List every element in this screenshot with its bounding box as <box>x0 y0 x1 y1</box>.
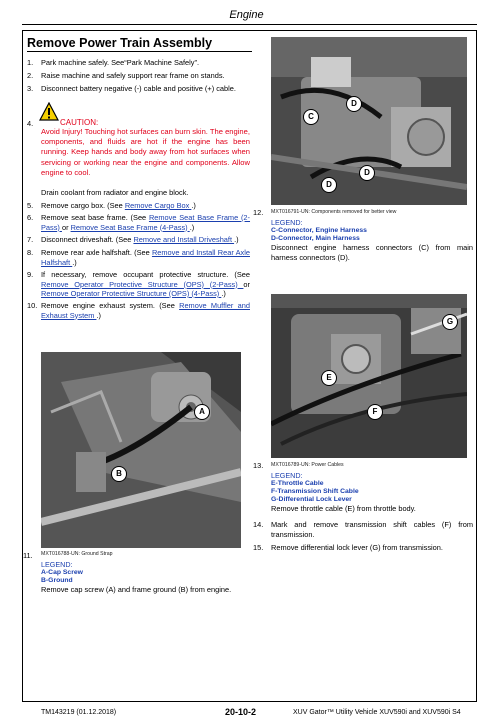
step-text: Remove cargo box. (See <box>41 201 125 210</box>
legend-item-d: D-Connector, Main Harness <box>271 235 360 242</box>
step-text: Disconnect battery negative (-) cable and positive (+) cable. <box>41 84 236 93</box>
figure-11-caption: MXT016788-UN: Ground Strap <box>41 551 113 557</box>
step-text: Remove seat base frame. (See <box>41 213 149 222</box>
step-number: 9. <box>27 270 34 279</box>
legend-item-e: E-Throttle Cable <box>271 480 324 487</box>
step-text: Disconnect driveshaft. (See <box>41 235 134 244</box>
step-13-text: Remove throttle cable (E) from throttle body. <box>271 504 416 513</box>
step-number: 3. <box>27 84 34 93</box>
left-column <box>27 58 250 358</box>
step-12-text: Disconnect engine harness connectors (C) from main harness connectors (D). <box>271 243 473 262</box>
section-rule <box>27 51 252 52</box>
step-number: 8. <box>27 248 34 257</box>
legend-item-g: G-Differential Lock Lever <box>271 496 352 503</box>
ground-strap-illustration <box>41 352 241 548</box>
step-number: 6. <box>27 213 34 222</box>
legend-item-f: F-Transmission Shift Cable <box>271 488 359 495</box>
figure-12-legend-title: LEGEND: <box>271 218 303 227</box>
legend-item-a: A-Cap Screw <box>41 569 83 576</box>
step-number: 1. <box>27 58 34 67</box>
link-seat-base-2-pass[interactable]: Remove Seat Base Frame (2-Pass) <box>41 213 251 232</box>
page-header-title: Engine <box>229 9 264 21</box>
step-text: Drain coolant from radiator and engine block. <box>41 188 189 197</box>
figure-power-cables-photo <box>271 294 467 458</box>
callout-a: A <box>194 404 210 420</box>
link-driveshaft[interactable]: Remove and Install Driveshaft <box>133 235 235 244</box>
figure-13-caption: MXT016789-UN: Power Cables <box>271 462 344 468</box>
legend-item-c: C-Connector, Engine Harness <box>271 227 367 234</box>
step-text-end: .) <box>72 257 77 267</box>
caution-label: CAUTION: <box>60 118 99 127</box>
callout-g: G <box>442 314 458 330</box>
step-text: Remove differential lock lever (G) from transmission. <box>271 543 443 552</box>
step-13-number: 13. <box>253 461 264 470</box>
step-number: 14. <box>253 520 264 529</box>
cables-illustration <box>271 294 467 458</box>
step-text-end: .) <box>189 222 195 232</box>
step-11-text: Remove cap screw (A) and frame ground (B) from engine. <box>41 585 232 594</box>
callout-d-top: D <box>346 96 362 112</box>
callout-d-right: D <box>359 165 375 181</box>
footer-product-title: XUV Gator™ Utility Vehicle XUV590i and XUV590i S4 <box>293 709 461 716</box>
callout-c: C <box>303 109 319 125</box>
figure-13-legend-title: LEGEND: <box>271 471 303 480</box>
step-number: 15. <box>253 543 264 552</box>
step-text: Remove rear axle halfshaft. (See <box>41 248 152 257</box>
warning-triangle-icon <box>39 102 59 122</box>
step-text: Park machine safely. See“Park Machine Safely”. <box>41 58 200 67</box>
step-12-number: 12. <box>253 208 264 217</box>
step-text: If necessary, remove occupant protective structure. (See <box>41 270 250 279</box>
step-text: Remove engine exhaust system. (See <box>41 301 180 310</box>
step-number: 10. <box>27 301 38 310</box>
link-remove-cargo-box[interactable]: Remove Cargo Box <box>124 201 192 210</box>
step-number: 5. <box>27 201 34 210</box>
figure-ground-strap-photo <box>41 352 241 548</box>
step-text-or: or <box>61 222 71 232</box>
footer-page-number: 20-10-2 <box>225 707 257 717</box>
section-title: Remove Power Train Assembly <box>27 36 213 50</box>
header-rule <box>22 24 477 25</box>
footer-document-id: TM143219 (01.12.2018) <box>41 709 117 716</box>
link-ops-4-pass[interactable]: Remove Operator Protective Structure (OPS) (4-Pass) <box>41 289 222 298</box>
link-muffler-exhaust[interactable]: Remove Muffler and Exhaust System <box>41 301 250 320</box>
callout-d-bottom: D <box>321 177 337 193</box>
step-text-end: .) <box>234 235 239 244</box>
step-text: Raise machine and safely support rear frame on stands. <box>41 71 225 80</box>
link-ops-2-pass[interactable]: Remove Operator Protective Structure (OPS) (2-Pass) <box>41 279 244 289</box>
figure-12-caption: MXT016791-UN: Components removed for better view <box>271 209 397 215</box>
callout-b: B <box>111 466 127 482</box>
callout-f: F <box>367 404 383 420</box>
figure-components-photo <box>271 37 467 205</box>
step-text-end: .) <box>96 310 101 320</box>
link-seat-base-4-pass[interactable]: Remove Seat Base Frame (4-Pass) <box>70 222 190 232</box>
step-number: 4. <box>27 119 34 128</box>
step-11-number: 11. <box>23 551 33 560</box>
caution-text: Avoid Injury! Touching hot surfaces can burn skin. The engine, components, and fluids are hot if the engine has been running. Keep hands and body away from hot surfaces when servicing or working near the engine and components. Allow engine to cool. <box>41 127 250 177</box>
step-text-end: .) <box>191 201 196 210</box>
step-number: 2. <box>27 71 34 80</box>
step-text: Mark and remove transmission shift cables (F) from transmission. <box>271 520 473 539</box>
step-text-or: or <box>243 279 250 289</box>
step-number: 7. <box>27 235 34 244</box>
link-rear-axle-halfshaft[interactable]: Remove and Install Rear Axle Halfshaft <box>41 248 250 267</box>
figure-11-legend-title: LEGEND: <box>41 560 73 569</box>
callout-e: E <box>321 370 337 386</box>
step-text-end: .) <box>221 289 226 298</box>
legend-item-b: B-Ground <box>41 577 73 584</box>
